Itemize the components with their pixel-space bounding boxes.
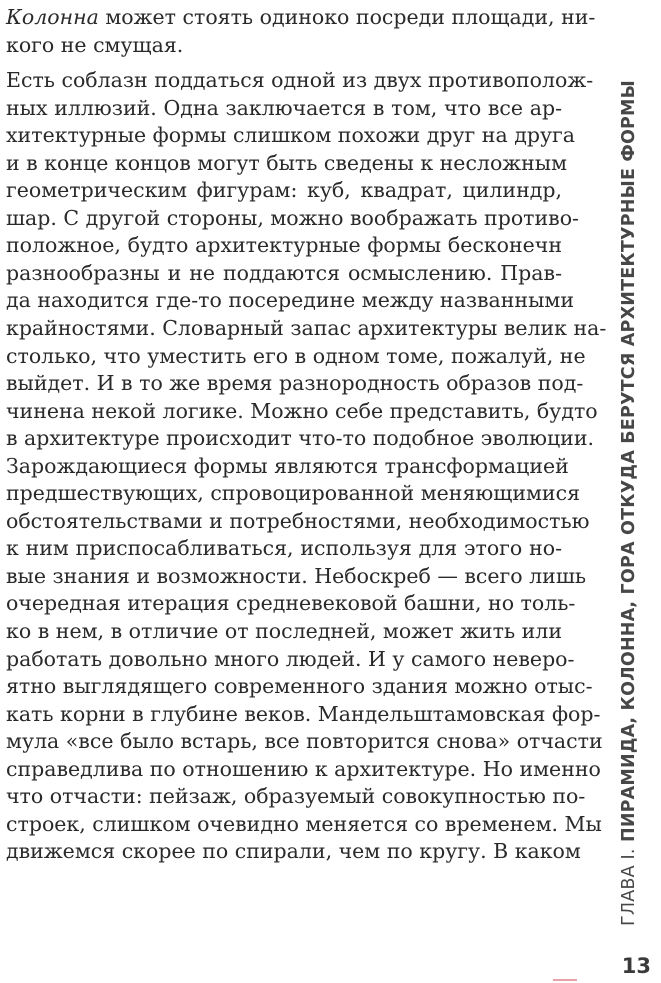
text-line: крайностями. Словарный запас архитектуры велик на- — [6, 316, 607, 341]
text-line: выйдет. И в то же время разнородность образов под- — [6, 371, 584, 396]
text-line: Зарождающиеся формы являются трансформацией — [6, 453, 569, 478]
text-line: ятно выглядящего современного здания можно отыс- — [6, 674, 593, 699]
text-line: положное, будто архитектурные формы бесконечн — [6, 233, 562, 258]
text-line: в архитектуре происходит что-то подобное эволюции. — [6, 426, 594, 451]
running-head — [611, 26, 647, 926]
text-line: разнообразны и не поддаются осмыслению. Прав- — [6, 260, 562, 285]
line-text: может стоять одиноко посреди площади, ни- — [98, 5, 596, 29]
text-line: мула «все было встарь, все повторится снова» отчасти — [6, 729, 603, 754]
text-line: и в конце концов могут быть сведены к несложным — [6, 150, 568, 175]
text-line: вые знания и возможности. Небоскреб — всего лишь — [6, 563, 587, 588]
text-line: ных иллюзий. Одна заключается в том, что все ар- — [6, 95, 562, 120]
text-line: работать довольно много людей. И у самого неверо- — [6, 646, 575, 671]
text-line: да находится где-то посередине между названными — [6, 288, 575, 313]
text-line: шар. С другой стороны, можно воображать противо- — [6, 205, 579, 230]
text-line: чинена некой логике. Можно себе представить, будто — [6, 398, 598, 423]
paragraph-1 — [6, 4, 596, 59]
text-line: справедлива по отношению к архитектуре. Но именно — [6, 756, 601, 781]
text-line: Есть соблазн поддаться одной из двух противополож- — [6, 68, 594, 93]
text-line: предшествующих, спровоцированной меняющимися — [6, 481, 580, 506]
body-text — [6, 4, 607, 866]
text-line: кого не смущая. — [6, 32, 184, 57]
chapter-title: ПИРАМИДА, КОЛОННА, ГОРА ОТКУДА БЕРУТСЯ АРХИТЕКТУРНЫЕ ФОРМЫ — [619, 79, 639, 843]
text-line: ко в нем, в отличие от последней, может жить или — [6, 619, 562, 644]
text-line: хитектурные формы слишком похожи друг на друга — [6, 123, 575, 148]
paragraph-2 — [6, 67, 607, 866]
chapter-label: ГЛАВА I. — [619, 848, 639, 926]
text-line: столько, что уместить его в одном томе, пожалуй, не — [6, 343, 586, 368]
text-line: обстоятельствами и потребностями, необходимостью — [6, 508, 590, 533]
italic-term: Колонна — [6, 5, 99, 29]
text-line: движемся скорее по спирали, чем по кругу. В каком — [6, 839, 581, 864]
text-line: что отчасти: пейзаж, образуемый совокупностью по- — [6, 784, 586, 809]
text-line: очередная итерация средневековой башни, но толь- — [6, 591, 576, 616]
text-line: строек, слишком очевидно меняется со временем. Мы — [6, 811, 602, 836]
page-number: 13 — [621, 954, 651, 978]
paragraph-spacer — [6, 59, 562, 67]
text-line: геометрическим фигурам: куб, квадрат, цилиндр, — [6, 178, 562, 203]
accent-mark — [553, 979, 577, 981]
text-line — [6, 4, 596, 32]
text-line: к ним приспосабливаться, используя для этого но- — [6, 536, 562, 561]
text-line: кать корни в глубине веков. Мандельштамовская фор- — [6, 701, 601, 726]
